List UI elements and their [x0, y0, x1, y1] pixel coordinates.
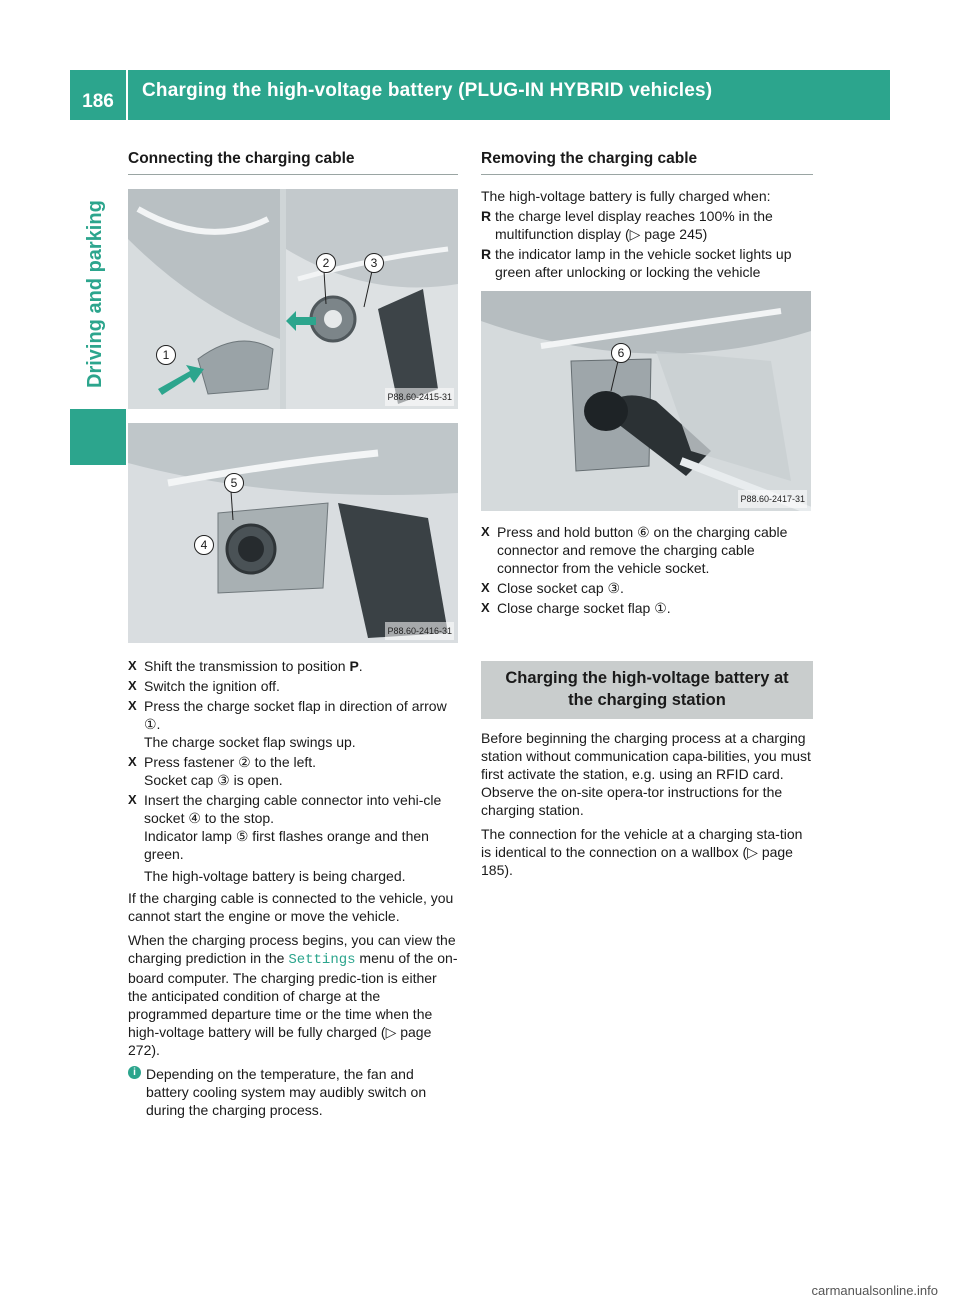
callout-6: 6	[611, 343, 631, 363]
charging-station-heading: Charging the high-voltage battery at the charging station	[481, 661, 813, 719]
step-text: Close charge socket flap ①.	[497, 600, 671, 616]
info-text: Depending on the temperature, the fan and battery cooling system may audibly switch on during the charging process.	[146, 1066, 427, 1118]
step-result: The charge socket flap swings up.	[144, 734, 356, 750]
connecting-photo-bottom	[128, 423, 458, 643]
settings-menu-label: Settings	[288, 952, 356, 968]
step-text: Press and hold button ⑥ on the charging cable connector and remove the charging cable connector from the vehicle socket.	[497, 524, 788, 576]
paragraph-text: menu of the on-board computer. The charging predic-tion is either the anticipated condition of charge at the programmed departure time or the time when the high-voltage battery will be fully charged (▷ page 272).	[128, 950, 458, 1058]
photo-code: P88.60-2417-31	[738, 490, 807, 508]
right-column	[481, 150, 813, 885]
bullet-text: the charge level display reaches 100% in the multifunction display (▷ page 245)	[495, 208, 773, 242]
callout-1: 1	[156, 345, 176, 365]
removing-steps	[481, 523, 813, 617]
removing-photo	[481, 291, 811, 511]
step-insert: X Insert the charging cable connector into vehi-cle socket ④ to the stop. Indicator lamp ⑤ first flashes orange and then green.	[128, 792, 442, 862]
socket-illustration	[128, 423, 458, 643]
bullet-text: the indicator lamp in the vehicle socket lights up green after unlocking or locking the vehicle	[495, 246, 792, 280]
removing-intro: The high-voltage battery is fully charged when:	[481, 188, 771, 204]
charging-station-connection-paragraph: The connection for the vehicle at a charging sta-tion is identical to the connection on a wallbox (▷ page 185).	[481, 826, 803, 878]
callout-4: 4	[194, 535, 214, 555]
step-text: Press the charge socket flap in direction of arrow ①.	[144, 698, 447, 732]
section-tab-marker	[70, 409, 126, 465]
step-text: Shift the transmission to position	[144, 658, 350, 674]
removing-heading: Removing the charging cable	[481, 150, 813, 175]
page-number: 186	[70, 70, 126, 120]
charging-station-paragraph: Before beginning the charging process at a charging station without communication capa-bilities, you must first activate the station, e.g. using an RFID card. Observe the on-site opera-tor instructions for the charging station.	[481, 730, 811, 818]
step-close-flap: X Close charge socket flap ①.	[481, 600, 671, 616]
step-close-cap: X Close socket cap ③.	[481, 580, 624, 596]
bullet-item: R the indicator lamp in the vehicle socket lights up green after unlocking or locking the vehicle	[481, 246, 792, 280]
prediction-paragraph	[128, 931, 458, 1059]
step-result: Socket cap ③ is open.	[144, 772, 283, 788]
step-remove-connector: X Press and hold button ⑥ on the charging cable connector and remove the charging cable connector from the vehicle socket.	[481, 524, 788, 576]
step-text: Switch the ignition off.	[144, 678, 280, 694]
section-tab-label: Driving and parking	[84, 200, 106, 388]
connector-illustration	[481, 291, 811, 511]
step-flap: X Press the charge socket flap in direction of arrow ①. The charge socket flap swings up.	[128, 698, 447, 750]
watermark: carmanualsonline.info	[811, 1283, 938, 1298]
left-column	[128, 150, 458, 1119]
callout-2: 2	[316, 253, 336, 273]
step-shift: X Shift the transmission to position P.	[128, 658, 363, 674]
step-result-charging	[128, 867, 458, 885]
callout-3: 3	[364, 253, 384, 273]
connecting-steps	[128, 657, 458, 885]
step-ignition: X Switch the ignition off.	[128, 678, 280, 694]
step-text: Close socket cap ③.	[497, 580, 624, 596]
engine-warning-paragraph: If the charging cable is connected to the vehicle, you cannot start the engine or move the vehicle.	[128, 890, 454, 924]
step-text: Insert the charging cable connector into vehi-cle socket ④ to the stop.	[144, 792, 442, 826]
bullet-item: R the charge level display reaches 100% in the multifunction display (▷ page 245)	[481, 208, 773, 242]
connecting-heading: Connecting the charging cable	[128, 150, 458, 175]
step-fastener: X Press fastener ② to the left. Socket cap ③ is open.	[128, 754, 317, 788]
step-bold: P	[349, 658, 359, 674]
page-title: Charging the high-voltage battery (PLUG-IN HYBRID vehicles)	[142, 80, 713, 101]
callout-5: 5	[224, 473, 244, 493]
step-result: Indicator lamp ⑤ first flashes orange and then green.	[144, 828, 429, 862]
step-tail: .	[358, 658, 363, 674]
step-text: Press fastener ② to the left.	[144, 754, 317, 770]
info-icon: i	[128, 1066, 141, 1079]
paragraph-text: When the charging process begins, you can view the charging prediction in the	[128, 932, 456, 966]
info-note	[128, 1065, 458, 1119]
step-result: The high-voltage battery is being charged.	[144, 868, 406, 884]
photo-code: P88.60-2416-31	[385, 622, 454, 640]
connecting-photo-top	[128, 189, 458, 409]
photo-code: P88.60-2415-31	[385, 388, 454, 406]
charge-flap-illustration	[128, 189, 458, 409]
